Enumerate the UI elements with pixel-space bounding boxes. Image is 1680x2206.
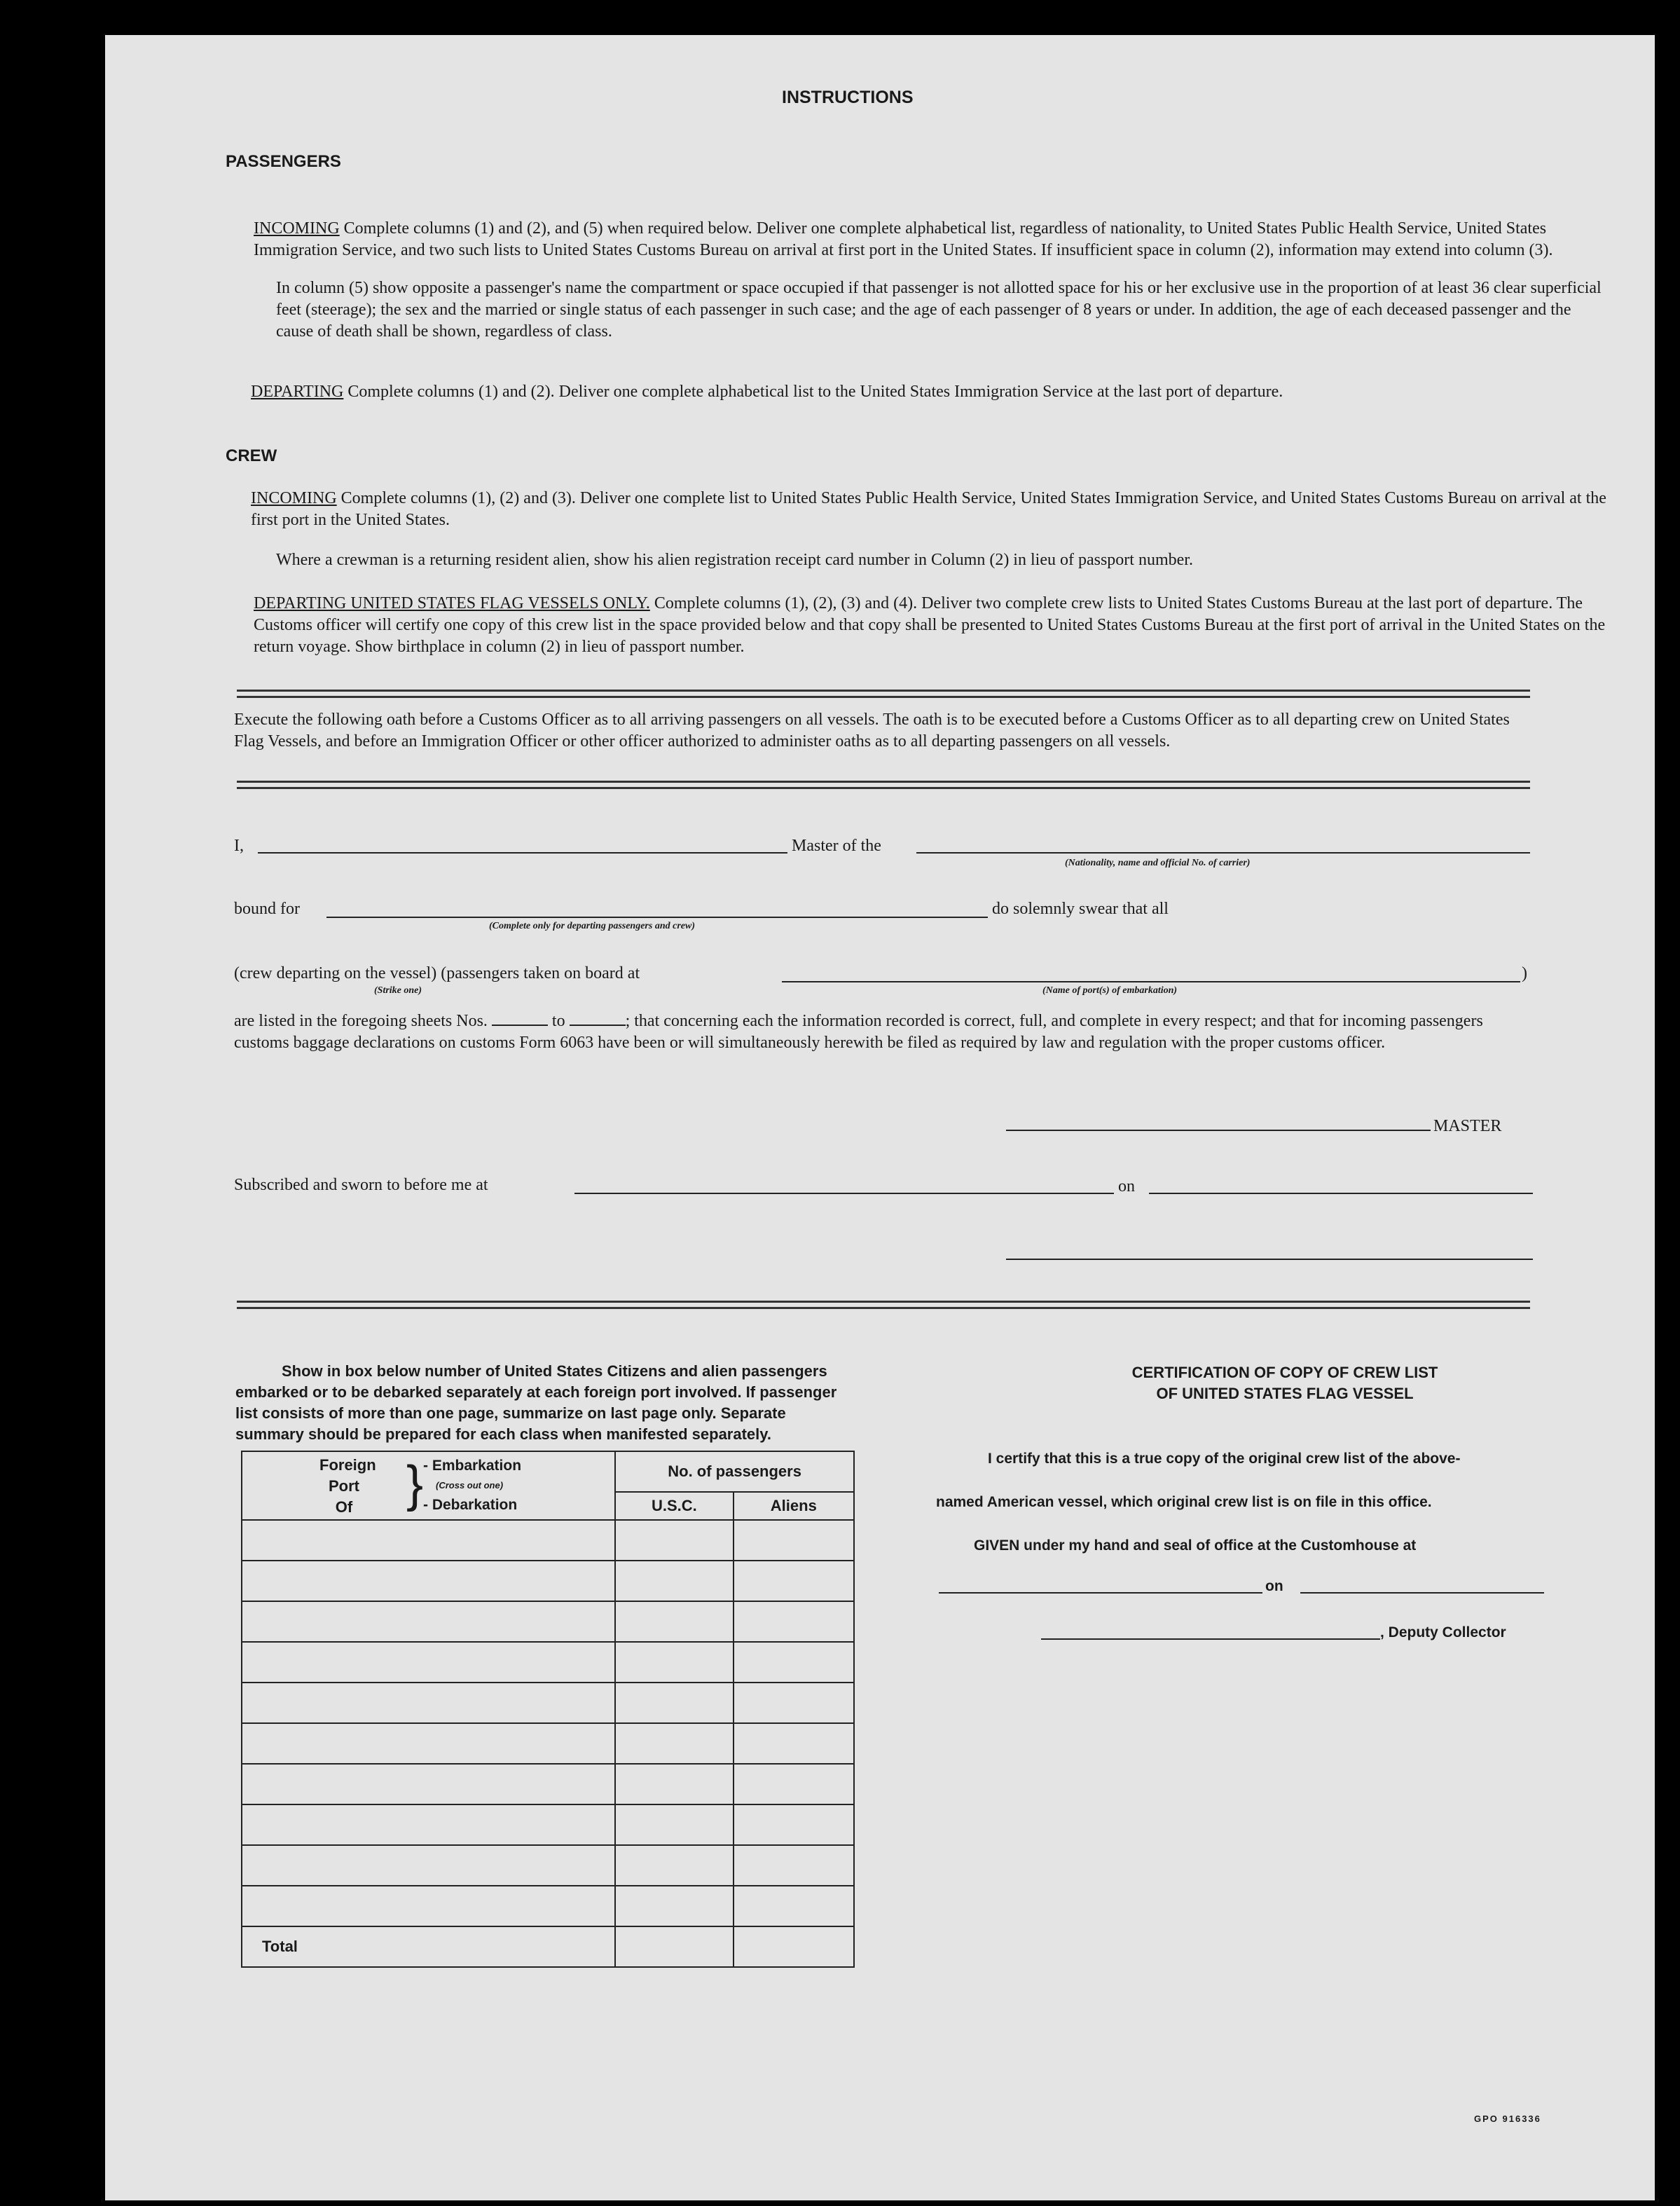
footer-code: GPO 916336 xyxy=(1474,2113,1541,2124)
subscribed-date-line[interactable] xyxy=(1149,1193,1533,1194)
crew-departing-paragraph xyxy=(254,593,1610,658)
col-of: Of xyxy=(335,1498,353,1516)
table-row xyxy=(242,1683,854,1723)
usc-cell[interactable] xyxy=(615,1804,733,1845)
port-cell[interactable] xyxy=(242,1886,615,1926)
nationality-caption: (Nationality, name and official No. of carrier) xyxy=(1065,858,1251,868)
divider xyxy=(237,781,1530,789)
ports-caption: (Name of port(s) of embarkation) xyxy=(1042,985,1178,996)
aliens-cell[interactable] xyxy=(734,1683,854,1723)
passengers-column5-text: In column (5) show opposite a passenger's name the compartment or space occupied if that passenger is not allotted space for his or her exclusive use in the proportion of at least 36 clear superficial feet (steerage); the sex and the married or single status of each passenger in such case; and the age of each passenger of 8 years or under. In addition, the age of each deceased passenger and the cause of death shall be shown, regardless of class. xyxy=(276,279,1602,341)
subscribed-on-label: on xyxy=(1118,1177,1135,1196)
total-label: Total xyxy=(242,1926,615,1967)
bound-for-line[interactable] xyxy=(326,917,988,918)
strike-one-caption: (Strike one) xyxy=(374,985,422,996)
master-label: MASTER xyxy=(1433,1117,1502,1135)
vessel-line[interactable] xyxy=(916,852,1530,854)
port-cell[interactable] xyxy=(242,1764,615,1804)
port-cell[interactable] xyxy=(242,1520,615,1561)
ports-line[interactable] xyxy=(782,981,1520,982)
no-passengers-header: No. of passengers xyxy=(615,1451,854,1492)
certify-line2: named American vessel, which original crew list is on file in this office. xyxy=(936,1494,1432,1510)
aliens-cell[interactable] xyxy=(734,1845,854,1886)
col-port: Port xyxy=(329,1477,359,1495)
crew-heading: CREW xyxy=(226,446,277,465)
close-paren: ) xyxy=(1522,964,1527,982)
usc-cell[interactable] xyxy=(615,1764,733,1804)
aliens-cell[interactable] xyxy=(734,1804,854,1845)
table-row xyxy=(242,1601,854,1642)
usc-cell[interactable] xyxy=(615,1642,733,1683)
usc-cell[interactable] xyxy=(615,1601,733,1642)
crew-departing-text: (crew departing on the vessel) (passengers taken on board at xyxy=(234,964,640,982)
deputy-signature-line[interactable] xyxy=(1041,1638,1380,1640)
table-row xyxy=(242,1561,854,1601)
port-header-cell xyxy=(242,1451,615,1520)
total-aliens-cell[interactable] xyxy=(734,1926,854,1967)
port-cell[interactable] xyxy=(242,1561,615,1601)
given-line: GIVEN under my hand and seal of office at the Customhouse at xyxy=(974,1537,1417,1554)
debarkation-label: - Debarkation xyxy=(423,1497,518,1513)
passengers-incoming-label: INCOMING xyxy=(254,219,340,238)
subscribed-place-line[interactable] xyxy=(574,1193,1114,1194)
passengers-departing-paragraph xyxy=(251,381,1609,403)
master-of-the-label: Master of the xyxy=(792,837,881,855)
listed-text-b: ; that concerning each the information recorded is correct, full, and complete in every respect; and that for incoming passengers customs baggage declarations on customs Form 6063 have been or will simultaneously herewith be filed as required by law and regulation with the proper customs officer. xyxy=(234,1012,1483,1052)
oath-instructions: Execute the following oath before a Customs Officer as to all arriving passengers on all vessels. The oath is to be executed before a Customs Officer as to all departing crew on United States Flag Vessels, and before an Immigration Officer or other officer authorized to administer oaths as to all departing passengers on all vessels. xyxy=(234,711,1510,751)
crew-incoming-paragraph xyxy=(251,488,1609,531)
certification-on-label: on xyxy=(1265,1578,1283,1594)
officer-signature-line[interactable] xyxy=(1006,1259,1533,1260)
embarkation-label: - Embarkation xyxy=(423,1458,522,1474)
total-usc-cell[interactable] xyxy=(615,1926,733,1967)
usc-cell[interactable] xyxy=(615,1561,733,1601)
port-cell[interactable] xyxy=(242,1683,615,1723)
aliens-cell[interactable] xyxy=(734,1886,854,1926)
brace-icon: } xyxy=(406,1456,424,1512)
customhouse-line[interactable] xyxy=(939,1592,1262,1594)
aliens-cell[interactable] xyxy=(734,1723,854,1764)
usc-cell[interactable] xyxy=(615,1845,733,1886)
port-cell[interactable] xyxy=(242,1804,615,1845)
port-cell[interactable] xyxy=(242,1723,615,1764)
col-foreign: Foreign xyxy=(319,1456,376,1474)
crew-departing-label: DEPARTING UNITED STATES FLAG VESSELS ONLY. xyxy=(254,594,650,612)
sheet-to-line[interactable] xyxy=(570,1012,626,1026)
table-row xyxy=(242,1804,854,1845)
cross-out-label: (Cross out one) xyxy=(436,1480,504,1491)
passengers-incoming-paragraph xyxy=(254,196,1627,261)
crew-resident-text: Where a crewman is a returning resident alien, show his alien registration receipt card number in Column (2) in lieu of passport number. xyxy=(276,551,1193,569)
aliens-cell[interactable] xyxy=(734,1601,854,1642)
divider xyxy=(237,1301,1530,1309)
passengers-incoming-text: Complete columns (1) and (2), and (5) when required below. Deliver one complete alphabetical list, regardless of nationality, to United States Public Health Service, United States Immigration Service, and two such lists to United States Customs Bureau on arrival at first port in the United States. If insufficient space in column (2), information may extend into column (3). xyxy=(254,219,1553,259)
port-cell[interactable] xyxy=(242,1601,615,1642)
aliens-cell[interactable] xyxy=(734,1561,854,1601)
aliens-cell[interactable] xyxy=(734,1764,854,1804)
certification-title-line1: CERTIFICATION OF COPY OF CREW LIST xyxy=(1131,1364,1438,1381)
complete-only-caption: (Complete only for departing passengers and crew) xyxy=(489,921,695,931)
usc-cell[interactable] xyxy=(615,1886,733,1926)
table-row xyxy=(242,1520,854,1561)
listed-to-label: to xyxy=(551,1012,565,1030)
table-row xyxy=(242,1886,854,1926)
deputy-collector-label: , Deputy Collector xyxy=(1380,1624,1506,1640)
instructions-title: INSTRUCTIONS xyxy=(782,88,914,107)
passengers-heading: PASSENGERS xyxy=(226,152,341,171)
usc-cell[interactable] xyxy=(615,1520,733,1561)
crew-incoming-text: Complete columns (1), (2) and (3). Deliver one complete list to United States Public Health Service, United States Immigration Service, and United States Customs Bureau on arrival at the first port in the United States. xyxy=(251,489,1606,529)
summary-description: Show in box below number of United States Citizens and alien passengers embarked or to be debarked separately at each foreign port involved. If passenger list consists of more than one page, summarize on last page only. Separate summary should be prepared for each class when manifested separately. xyxy=(235,1362,837,1443)
aliens-cell[interactable] xyxy=(734,1642,854,1683)
usc-cell[interactable] xyxy=(615,1723,733,1764)
passengers-departing-text: Complete columns (1) and (2). Deliver one complete alphabetical list to the United States Immigration Service at the last port of departure. xyxy=(347,383,1283,401)
table-row xyxy=(242,1764,854,1804)
port-cell[interactable] xyxy=(242,1845,615,1886)
subscribed-label: Subscribed and sworn to before me at xyxy=(234,1176,488,1194)
master-name-line[interactable] xyxy=(258,852,787,854)
bound-for-label: bound for xyxy=(234,900,300,918)
certification-title-line2: OF UNITED STATES FLAG VESSEL xyxy=(1156,1385,1414,1402)
crew-incoming-label: INCOMING xyxy=(251,489,337,507)
certification-title xyxy=(991,1362,1579,1404)
master-signature-line[interactable] xyxy=(1006,1130,1431,1131)
usc-cell[interactable] xyxy=(615,1683,733,1723)
table-row xyxy=(242,1845,854,1886)
usc-header: U.S.C. xyxy=(615,1492,733,1520)
divider xyxy=(237,690,1530,698)
sheet-from-line[interactable] xyxy=(492,1012,548,1026)
certification-date-line[interactable] xyxy=(1300,1592,1544,1594)
form-sheet xyxy=(105,35,1655,2200)
table-row xyxy=(242,1723,854,1764)
listed-paragraph xyxy=(234,1010,1541,1054)
crew-departing-text: Complete columns (1), (2), (3) and (4). Deliver two complete crew lists to United States Customs Bureau at the last port of departure. The Customs officer will certify one copy of this crew list in the space provided below and that copy shall be presented to United States Customs Bureau at the first port of arrival in the United States on the return voyage. Show birthplace in column (2) in lieu of passport number. xyxy=(254,594,1606,656)
table-row xyxy=(242,1642,854,1683)
aliens-cell[interactable] xyxy=(734,1520,854,1561)
swear-text: do solemnly swear that all xyxy=(992,900,1169,918)
certify-line1: I certify that this is a true copy of the original crew list of the above- xyxy=(988,1451,1461,1467)
aliens-header: Aliens xyxy=(734,1492,854,1520)
port-cell[interactable] xyxy=(242,1642,615,1683)
listed-text-a: are listed in the foregoing sheets Nos. xyxy=(234,1012,488,1030)
passengers-departing-label: DEPARTING xyxy=(251,383,344,401)
oath-i-label: I, xyxy=(234,837,244,855)
summary-table xyxy=(241,1451,855,1968)
